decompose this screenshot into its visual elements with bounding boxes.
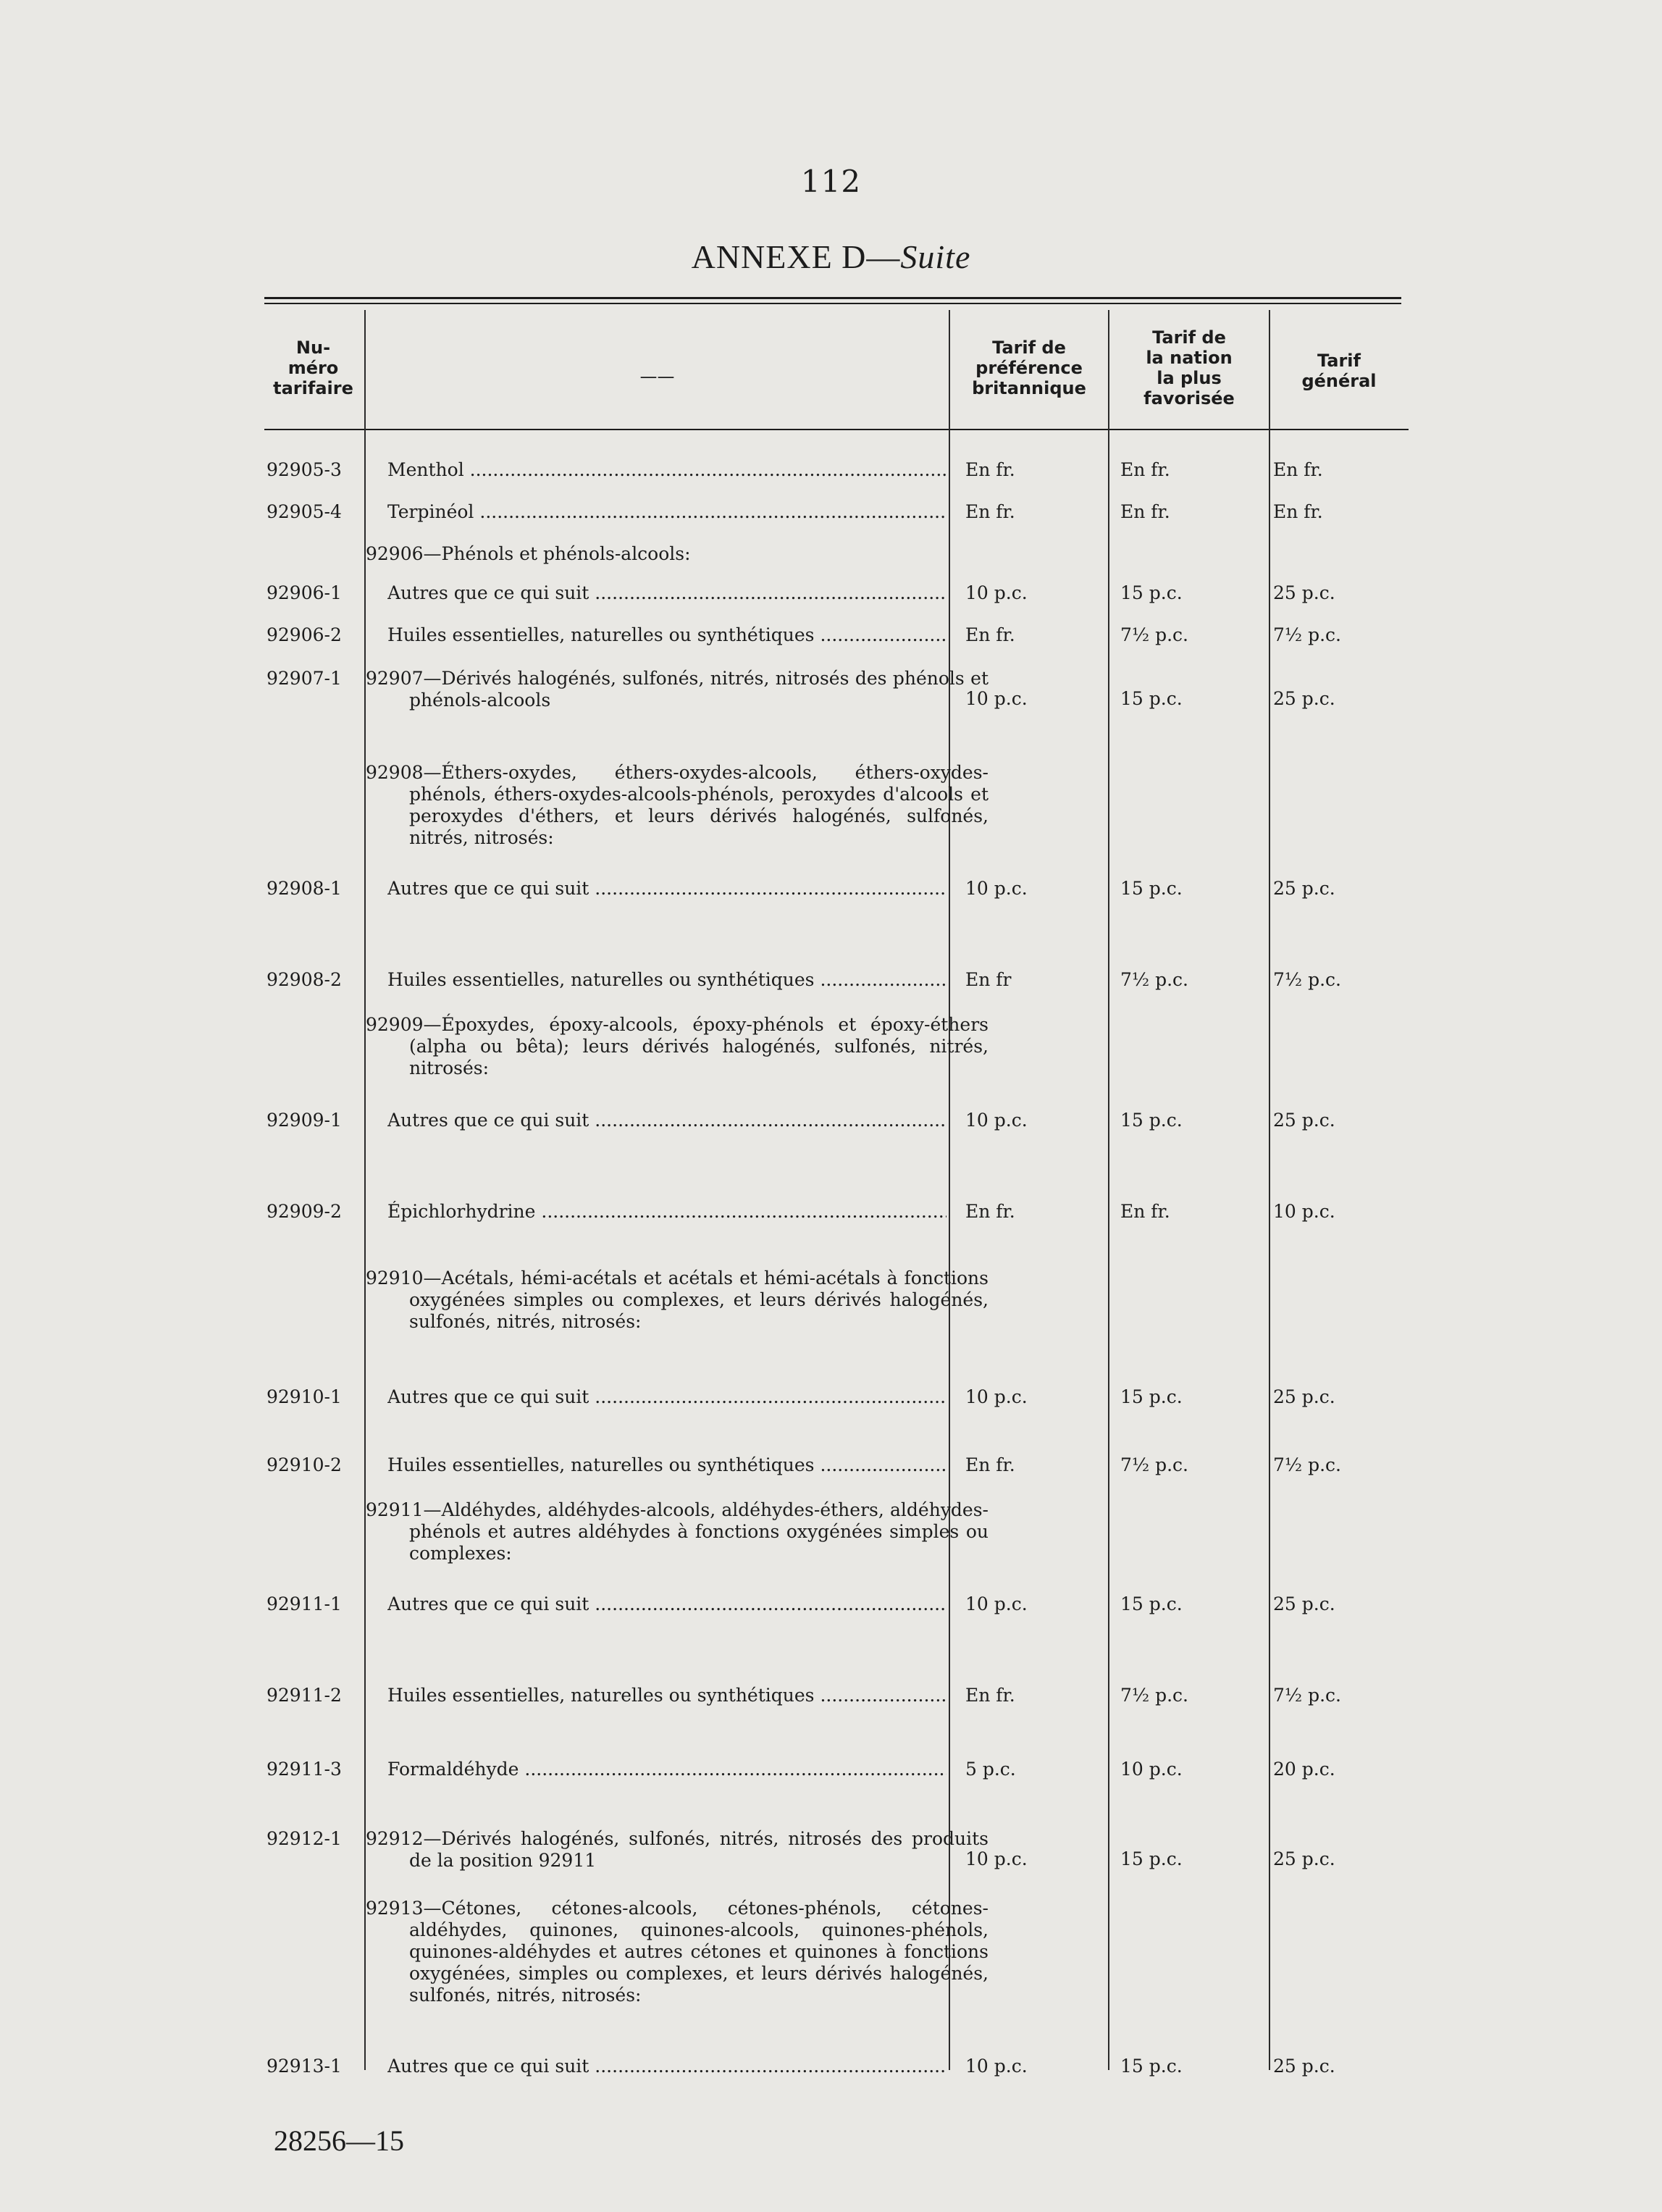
description: Autres que ce qui suit ..... — [387, 878, 947, 900]
description: Huiles essentielles, naturelles ou synthétiques ..... — [387, 1454, 947, 1476]
tariff-number: 92913-1 — [266, 2056, 342, 2077]
heading-description: 92906—Phénols et phénols-alcools: — [366, 543, 691, 564]
general-rate: 10 p.c. — [1273, 1201, 1335, 1222]
tariff-number: 92910-1 — [266, 1386, 342, 1407]
british-rate: 10 p.c. — [965, 2056, 1028, 2077]
table-top-rule-2 — [264, 303, 1401, 304]
description: Autres que ce qui suit ..... — [387, 1386, 947, 1408]
mfn-rate: 7½ p.c. — [1120, 969, 1188, 990]
british-rate: 10 p.c. — [965, 688, 1028, 709]
general-rate: 25 p.c. — [1273, 2056, 1335, 2077]
mfn-rate: 15 p.c. — [1120, 1593, 1183, 1614]
tariff-number: 92905-3 — [266, 459, 342, 480]
table-top-rule-1 — [264, 297, 1401, 299]
tariff-number: 92906-1 — [266, 582, 342, 603]
british-rate: En fr. — [965, 459, 1015, 480]
header-bottom-rule — [264, 429, 1409, 430]
general-rate: 25 p.c. — [1273, 1593, 1335, 1614]
general-rate: 7½ p.c. — [1273, 969, 1341, 990]
tariff-number: 92907-1 — [266, 668, 342, 689]
general-rate: 7½ p.c. — [1273, 624, 1341, 645]
mfn-rate: 7½ p.c. — [1120, 1685, 1188, 1706]
column-divider — [1269, 310, 1270, 2070]
british-rate: 10 p.c. — [965, 1386, 1028, 1407]
column-header-british: Tarif de préférence britannique — [972, 338, 1086, 398]
heading-description: 92909—Époxydes, époxy-alcools, époxy-phénols et époxy-éthers (alpha ou bêta); leurs dérivés halogénés, sulfonés, nitrés, nitrosés: — [366, 1014, 989, 1078]
british-rate: En fr. — [965, 1454, 1015, 1475]
tariff-number: 92908-1 — [266, 878, 342, 899]
heading-description: 92913—Cétones, cétones-alcools, cétones-phénols, cétones-aldéhydes, quinones, quinones-alcools, quinones-phénols, quinones-aldéhydes et autres cétones et quinones à fonctions oxygénées, simples ou complexes, et leurs dérivés halogénés, sulfonés, nitrés, nitrosés: — [366, 1898, 989, 2006]
tariff-number: 92911-1 — [266, 1593, 342, 1614]
heading-description: 92908—Éthers-oxydes, éthers-oxydes-alcools, éthers-oxydes-phénols, éthers-oxydes-alcools-phénols, peroxydes d'alcools et peroxydes d'éthers, et leurs dérivés halogénés, sulfonés, nitrés, nitrosés: — [366, 762, 989, 848]
column-header-number: Nu- méro tarifaire — [273, 338, 353, 398]
tariff-number: 92911-2 — [266, 1685, 342, 1706]
mfn-rate: 15 p.c. — [1120, 688, 1183, 709]
tariff-number: 92910-2 — [266, 1454, 342, 1475]
mfn-rate: 7½ p.c. — [1120, 624, 1188, 645]
mfn-rate: 15 p.c. — [1120, 878, 1183, 899]
mfn-rate: 15 p.c. — [1120, 1848, 1183, 1869]
tariff-number: 92909-2 — [266, 1201, 342, 1222]
tariff-number: 92911-3 — [266, 1759, 342, 1780]
general-rate: 25 p.c. — [1273, 1110, 1335, 1131]
british-rate: 5 p.c. — [965, 1759, 1016, 1780]
column-header-general: Tarif général — [1301, 351, 1377, 391]
description: Huiles essentielles, naturelles ou synthétiques ..... — [387, 969, 947, 991]
column-divider — [949, 310, 950, 2070]
general-rate: 25 p.c. — [1273, 878, 1335, 899]
mfn-rate: 15 p.c. — [1120, 1110, 1183, 1131]
description: Formaldéhyde ..... — [387, 1759, 947, 1780]
heading-description: 92910—Acétals, hémi-acétals et acétals et hémi-acétals à fonctions oxygénées simples ou complexes, et leurs dérivés halogénés, sulfonés, nitrés, nitrosés: — [366, 1268, 989, 1332]
tariff-number: 92906-2 — [266, 624, 342, 645]
british-rate: En fr. — [965, 1685, 1015, 1706]
general-rate: 25 p.c. — [1273, 1848, 1335, 1869]
description: Menthol ..... — [387, 459, 947, 481]
british-rate: 10 p.c. — [965, 1593, 1028, 1614]
mfn-rate: 15 p.c. — [1120, 1386, 1183, 1407]
british-rate: En fr. — [965, 624, 1015, 645]
mfn-rate: 10 p.c. — [1120, 1759, 1183, 1780]
mfn-rate: En fr. — [1120, 501, 1170, 522]
general-rate: 25 p.c. — [1273, 582, 1335, 603]
description: Autres que ce qui suit ..... — [387, 2056, 947, 2077]
general-rate: 25 p.c. — [1273, 1386, 1335, 1407]
mfn-rate: En fr. — [1120, 1201, 1170, 1222]
description: Terpinéol ..... — [387, 501, 947, 523]
tariff-number: 92908-2 — [266, 969, 342, 990]
general-rate: 20 p.c. — [1273, 1759, 1335, 1780]
mfn-rate: 7½ p.c. — [1120, 1454, 1188, 1475]
description: Huiles essentielles, naturelles ou synthétiques ..... — [387, 1685, 947, 1706]
description: Huiles essentielles, naturelles ou synthétiques ..... — [387, 624, 947, 646]
tariff-number: 92905-4 — [266, 501, 342, 522]
column-divider — [1108, 310, 1109, 2070]
column-header-mfn: Tarif de la nation la plus favorisée — [1143, 327, 1235, 409]
column-divider — [364, 310, 366, 2070]
page-title: ANNEXE D—Suite — [691, 238, 971, 275]
general-rate: 25 p.c. — [1273, 688, 1335, 709]
description: Autres que ce qui suit ..... — [387, 582, 947, 604]
page-title-suffix: Suite — [900, 238, 971, 275]
mfn-rate: En fr. — [1120, 459, 1170, 480]
heading-description: 92911—Aldéhydes, aldéhydes-alcools, aldéhydes-éthers, aldéhydes-phénols et autres aldéhydes à fonctions oxygénées simples ou complexes: — [366, 1499, 989, 1564]
british-rate: En fr. — [965, 501, 1015, 522]
british-rate: 10 p.c. — [965, 1110, 1028, 1131]
tariff-number: 92912-1 — [266, 1828, 342, 1849]
british-rate: 10 p.c. — [965, 878, 1028, 899]
heading-description: 92907—Dérivés halogénés, sulfonés, nitrés, nitrosés des phénols et phénols-alcools — [366, 668, 989, 711]
tariff-number: 92909-1 — [266, 1110, 342, 1131]
description: Épichlorhydrine ..... — [387, 1201, 947, 1223]
mfn-rate: 15 p.c. — [1120, 582, 1183, 603]
general-rate: 7½ p.c. — [1273, 1685, 1341, 1706]
general-rate: 7½ p.c. — [1273, 1454, 1341, 1475]
british-rate: 10 p.c. — [965, 582, 1028, 603]
general-rate: En fr. — [1273, 459, 1323, 480]
general-rate: En fr. — [1273, 501, 1323, 522]
page-number: 112 — [800, 164, 862, 199]
footer-print-code: 28256—15 — [274, 2124, 404, 2157]
british-rate: 10 p.c. — [965, 1848, 1028, 1869]
mfn-rate: 15 p.c. — [1120, 2056, 1183, 2077]
description: Autres que ce qui suit ..... — [387, 1110, 947, 1131]
description: Autres que ce qui suit ..... — [387, 1593, 947, 1615]
column-header-description: —— — [639, 366, 675, 387]
british-rate: En fr — [965, 969, 1012, 990]
british-rate: En fr. — [965, 1201, 1015, 1222]
heading-description: 92912—Dérivés halogénés, sulfonés, nitrés, nitrosés des produits de la position 92911 — [366, 1828, 989, 1871]
